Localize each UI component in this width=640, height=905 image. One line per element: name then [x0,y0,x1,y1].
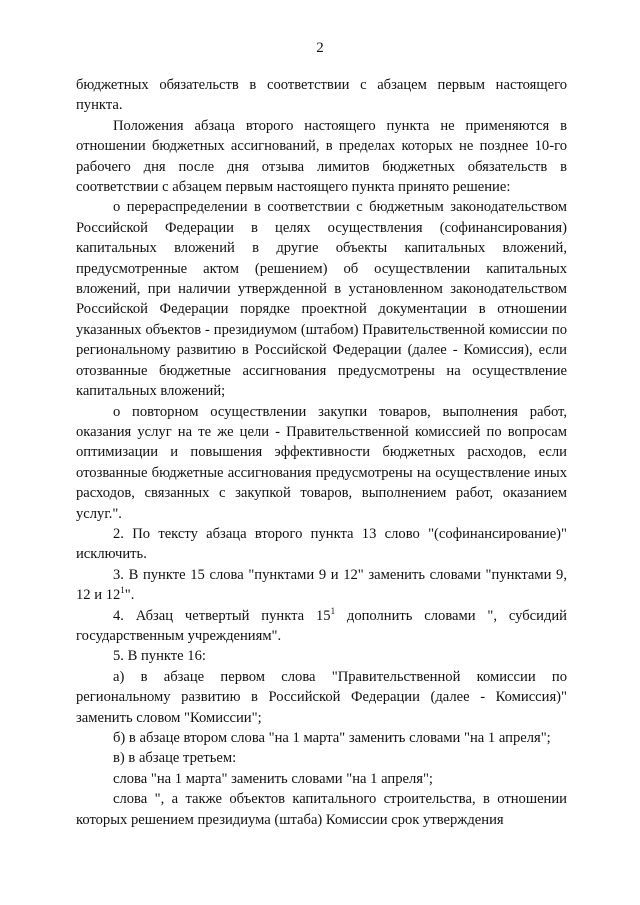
document-body [76,75,567,830]
paragraph-item-2: 2. По тексту абзаца второго пункта 13 слово "(софинансирование)" исключить. [76,525,567,563]
item-4-superscript: 1 [330,605,336,616]
item-4-text: 4. Абзац четвертый пункта 15 [113,607,331,624]
item-3-tail: ". [124,587,135,604]
paragraph-item-5a: а) в абзаце первом слова "Правительственной комиссии по региональному развитию в Российской Федерации (далее - Комиссия)" заменить словом "Комиссии"; [76,668,567,726]
paragraph-item-5v: в) в абзаце третьем: [113,750,237,767]
item-3-superscript: 1 [120,585,125,596]
paragraph-item-3 [76,565,567,606]
paragraph-item-5-heading: 5. В пункте 16: [113,648,206,665]
paragraph-item-4 [76,606,567,647]
paragraph-item-5v-line-1: слова "на 1 марта" заменить словами "на 1 апреля"; [113,770,433,787]
paragraph-continuation: бюджетных обязательств в соответствии с абзацем первым настоящего пункта. [76,77,567,114]
item-3-text: 3. В пункте 15 слова "пунктами 9 и 12" заменить словами "пунктами 9, 12 и 12 [76,566,567,604]
item-4-tail: дополнить словами ", субсидий государственным учреждениям". [76,607,567,644]
paragraph-item-5b: б) в абзаце втором слова "на 1 марта" заменить словами "на 1 апреля"; [113,730,551,746]
paragraph-item-5v-line-2: слова ", а также объектов капитального строительства, в отношении которых решением президиума (штаба) Комиссии срок утверждения [76,791,567,828]
paragraph-provisions: Положения абзаца второго настоящего пункта не применяются в отношении бюджетных ассигнований, в пределах которых не позднее 10-го рабочего дня после дня отзыва лимитов бюджетных обязательств в соответствии с абзацем первым настоящего пункта принято решение: [76,117,567,196]
paragraph-redistribution: о перераспределении в соответствии с бюджетным законодательством Российской Федерации в целях осуществления (софинансирования) капитальных вложений в другие объекты капитальных вложений, предусмотренные актом (решением) об осуществлении капитальных вложений, при наличии утвержденной в установленном законодательством Российской Федерации порядке проектной документации в отношении указанных объектов - президиумом (штабом) Правительственной комиссии по региональному развитию в Российской Федерации (далее - Комиссия), если отозванные бюджетные ассигнования предусмотрены на осуществление капитальных вложений; [76,199,567,400]
page-number: 2 [316,40,324,56]
paragraph-repeated-procurement: о повторном осуществлении закупки товаров, выполнения работ, оказания услуг на те же цели - Правительственной комиссией по вопросам оптимизации и повышения эффективности бюджетных расходов, если отозванные бюджетные ассигнования предусмотрены на осуществление иных расходов, связанных с закупкой товаров, выполнением работ, оказанием услуг.". [76,403,567,522]
